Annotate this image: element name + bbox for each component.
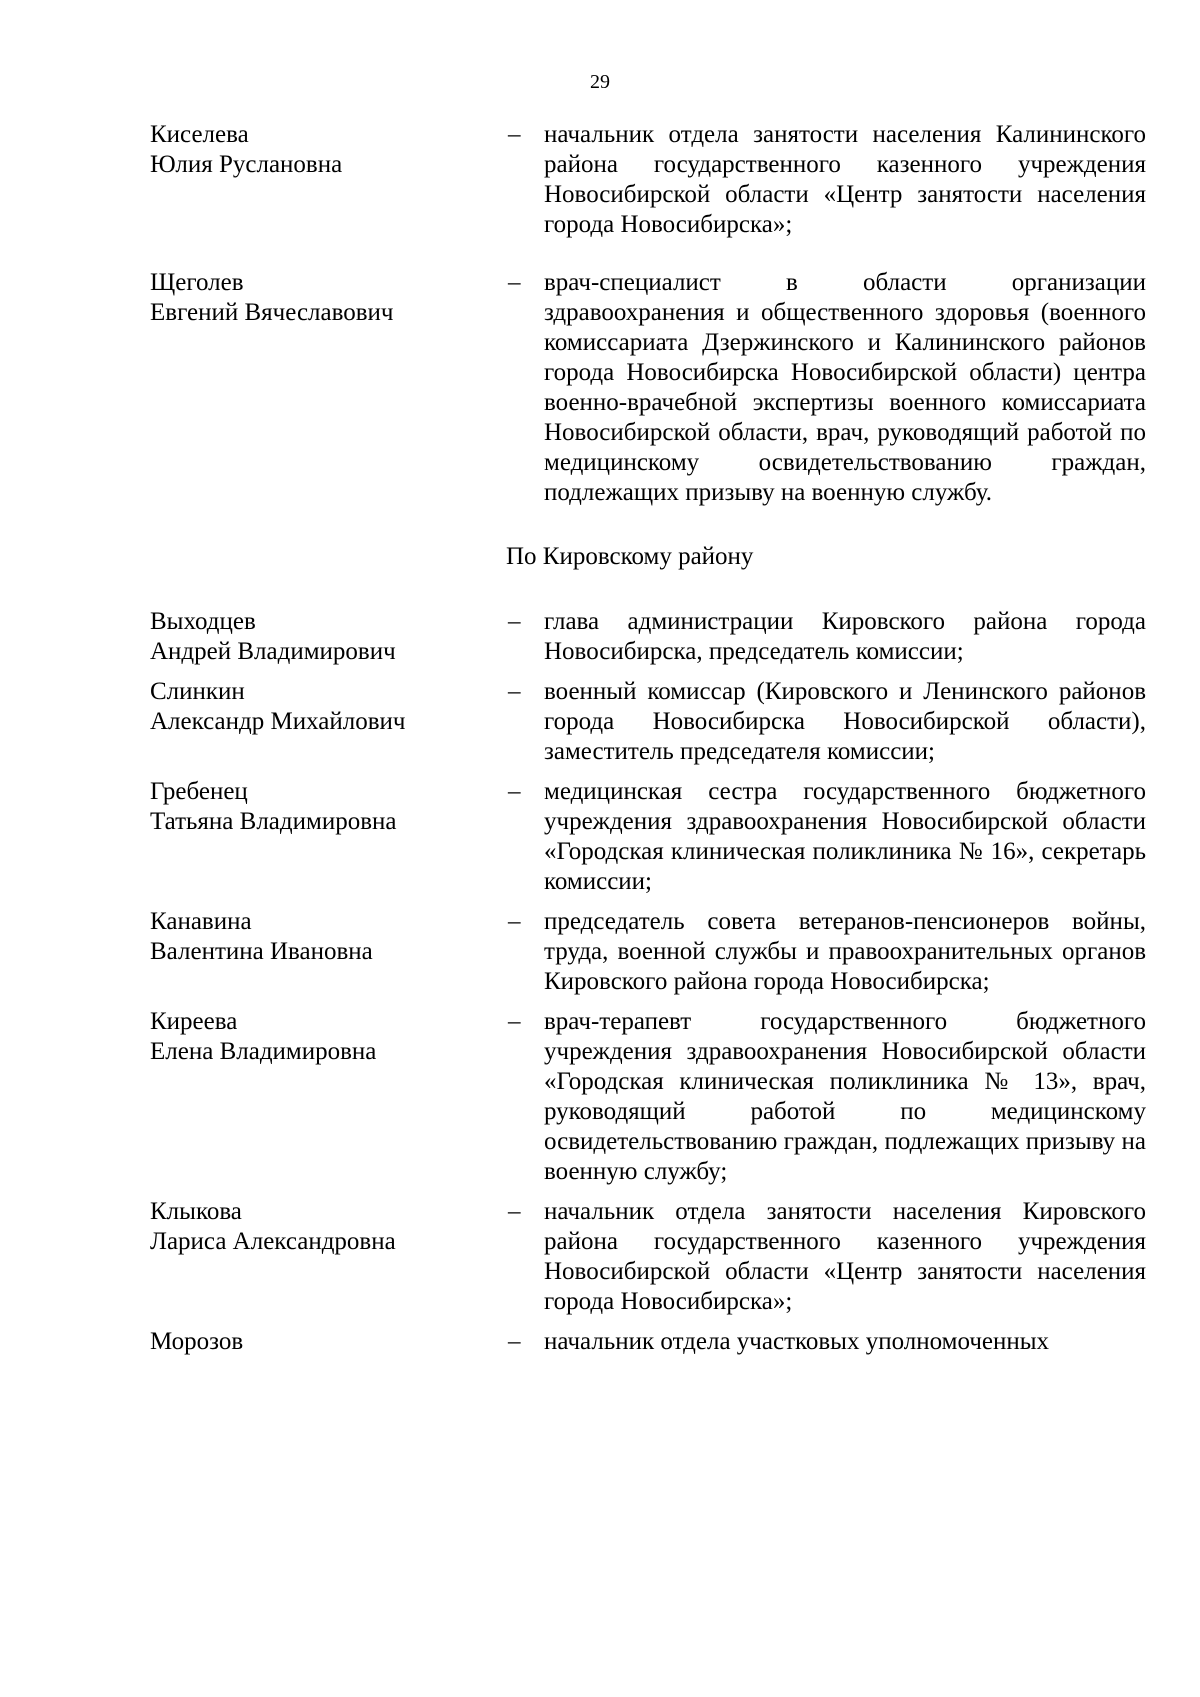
member-given-names: Евгений Вячеславович [150, 299, 394, 326]
member-given-names: Татьяна Владимировна [150, 808, 397, 835]
member-surname: Канавина [150, 908, 252, 935]
member-name [150, 607, 508, 667]
dash-separator: – [508, 1328, 521, 1355]
member-surname: Киселева [150, 121, 249, 148]
dash-separator: – [508, 269, 521, 296]
member-surname: Киреева [150, 1008, 238, 1035]
member-surname: Морозов [150, 1328, 244, 1355]
member-given-names: Юлия Руслановна [150, 151, 343, 178]
member-entry [150, 1007, 1146, 1187]
member-entry [150, 777, 1146, 897]
member-role: медицинская сестра государственного бюджетного учреждения здравоохранения Новосибирской области «Городская клиническая поликлиника № 16», секретарь комиссии; [544, 778, 1146, 895]
member-role: председатель совета ветеранов-пенсионеров войны, труда, военной службы и правоохранительных органов Кировского района города Новосибирска; [544, 908, 1146, 995]
member-surname: Слинкин [150, 678, 245, 705]
member-role: начальник отдела занятости населения Калининского района государственного казенного учреждения Новосибирской области «Центр занятости населения города Новосибирска»; [544, 121, 1146, 238]
member-name [150, 1007, 508, 1187]
dash-separator: – [508, 678, 521, 705]
member-role: врач-специалист в области организации здравоохранения и общественного здоровья (военного комиссариата Дзержинского и Калининского районов города Новосибирска Новосибирской области) центра военно-врачебной экспертизы военного комиссариата Новосибирской области, врач, руководящий работой по медицинскому освидетельствованию граждан, подлежащих призыву на военную службу. [544, 269, 1146, 506]
member-name [150, 1327, 508, 1357]
member-name [150, 1197, 508, 1317]
dash-separator: – [508, 121, 521, 148]
member-entry [150, 677, 1146, 767]
member-given-names: Андрей Владимирович [150, 638, 396, 665]
dash-separator: – [508, 1198, 521, 1225]
member-name [150, 677, 508, 767]
section-heading: По Кировскому району [506, 543, 754, 570]
member-role: военный комиссар (Кировского и Ленинского районов города Новосибирска Новосибирской области), заместитель председателя комиссии; [544, 678, 1146, 765]
member-name [150, 268, 508, 508]
member-name [150, 120, 508, 240]
member-surname: Щеголев [150, 269, 244, 296]
member-role: глава администрации Кировского района города Новосибирска, председатель комиссии; [544, 608, 1146, 665]
member-entry [150, 1197, 1146, 1317]
member-role: врач-терапевт государственного бюджетного учреждения здравоохранения Новосибирской области «Городская клиническая поликлиника № 13», врач, руководящий работой по медицинскому освидетельствованию граждан, подлежащих призыву на военную службу; [544, 1008, 1146, 1185]
commission-list [150, 120, 1146, 1357]
member-surname: Выходцев [150, 608, 256, 635]
member-name [150, 907, 508, 997]
member-name [150, 777, 508, 897]
member-given-names: Валентина Ивановна [150, 938, 373, 965]
member-given-names: Александр Михайлович [150, 708, 406, 735]
page-number: 29 [590, 71, 610, 93]
member-surname: Гребенец [150, 778, 248, 805]
member-entry [150, 907, 1146, 997]
member-entry [150, 1327, 1146, 1357]
member-given-names: Елена Владимировна [150, 1038, 377, 1065]
member-entry [150, 120, 1146, 240]
member-entry [150, 607, 1146, 667]
member-surname: Клыкова [150, 1198, 242, 1225]
dash-separator: – [508, 778, 521, 805]
dash-separator: – [508, 908, 521, 935]
member-role: начальник отдела участковых уполномоченных [544, 1328, 1050, 1355]
dash-separator: – [508, 608, 521, 635]
member-role: начальник отдела занятости населения Кировского района государственного казенного учреждения Новосибирской области «Центр занятости населения города Новосибирска»; [544, 1198, 1146, 1315]
member-entry [150, 268, 1146, 508]
dash-separator: – [508, 1008, 521, 1035]
member-given-names: Лариса Александровна [150, 1228, 396, 1255]
